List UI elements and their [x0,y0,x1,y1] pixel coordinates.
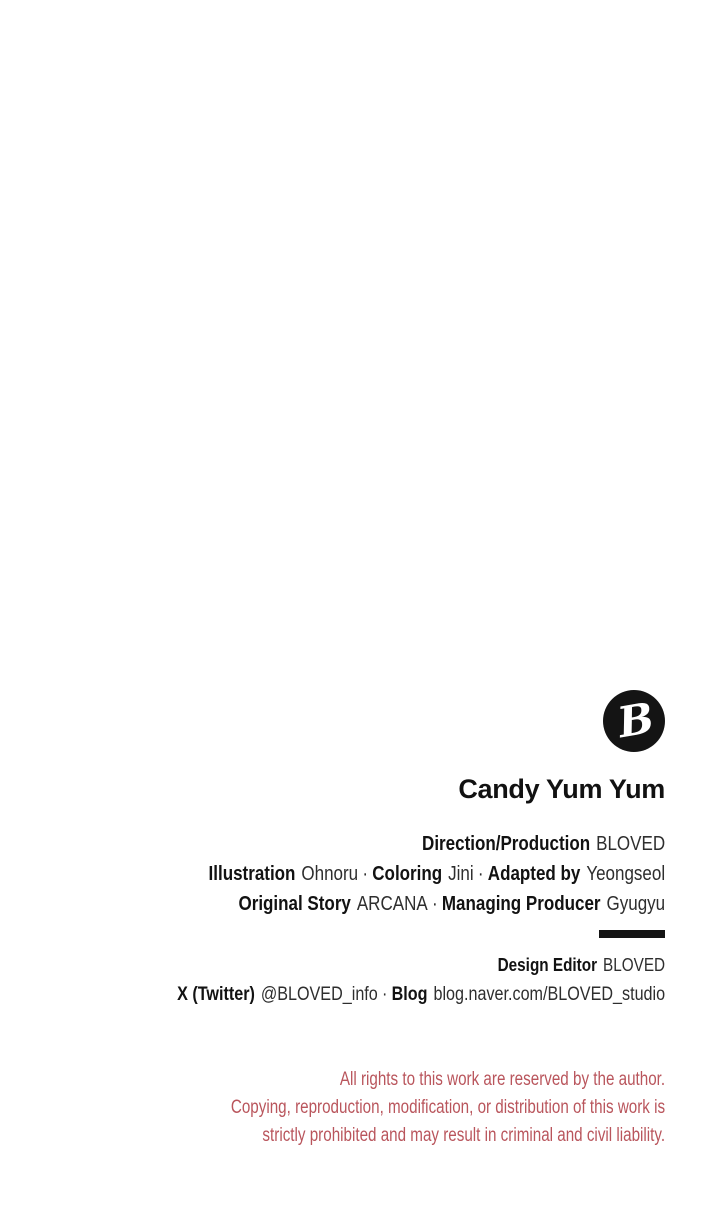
credit-value-illustration: Ohnoru [301,863,359,885]
credit-label-illustration: Illustration [208,863,296,885]
credit-value-coloring: Jini [448,863,474,885]
separator-dot: · [431,893,438,915]
disclaimer-line-3: strictly prohibited and may result in criminal and civil liability. [262,1125,665,1146]
credit-label-managing-producer: Managing Producer [441,893,601,915]
separator-dot: · [362,863,368,885]
staff-credits [91,829,665,919]
credit-label-coloring: Coloring [372,863,443,885]
separator-dot: · [381,984,388,1005]
credit-value-design-editor: BLOVED [602,955,665,975]
social-label-blog: Blog [391,984,428,1005]
social-label-x-twitter: X (Twitter) [177,984,255,1005]
social-line [177,981,665,1009]
credit-value-direction: BLOVED [596,833,665,855]
social-value-x-handle: @BLOVED_info [260,984,378,1005]
separator-dot: · [477,863,484,885]
copyright-disclaimer [91,1066,665,1150]
credit-label-original-story: Original Story [238,893,351,915]
series-title: Candy Yum Yum [458,774,665,804]
bloved-logo-icon [603,690,665,752]
credit-line-original-story [177,889,665,919]
logo-letter: B [614,692,658,748]
social-value-blog-url: blog.naver.com/BLOVED_studio [433,984,665,1005]
credit-line-illustration [177,859,665,889]
credit-value-managing-producer: Gyugyu [606,893,665,915]
disclaimer-line-1: All rights to this work are reserved by the author. [339,1069,665,1090]
credit-value-adapted: Yeongseol [586,863,665,885]
credits-block [91,690,665,1150]
credit-label-design-editor: Design Editor [497,955,597,975]
disclaimer-line-2: Copying, reproduction, modification, or distribution of this work is [230,1097,665,1118]
credit-value-original-story: ARCANA [356,893,428,915]
credit-label-direction: Direction/Production [421,833,591,855]
credit-line-design-editor [177,952,665,978]
credit-label-adapted: Adapted by [487,863,581,885]
credit-line-direction [177,829,665,859]
divider-bar [599,930,665,938]
